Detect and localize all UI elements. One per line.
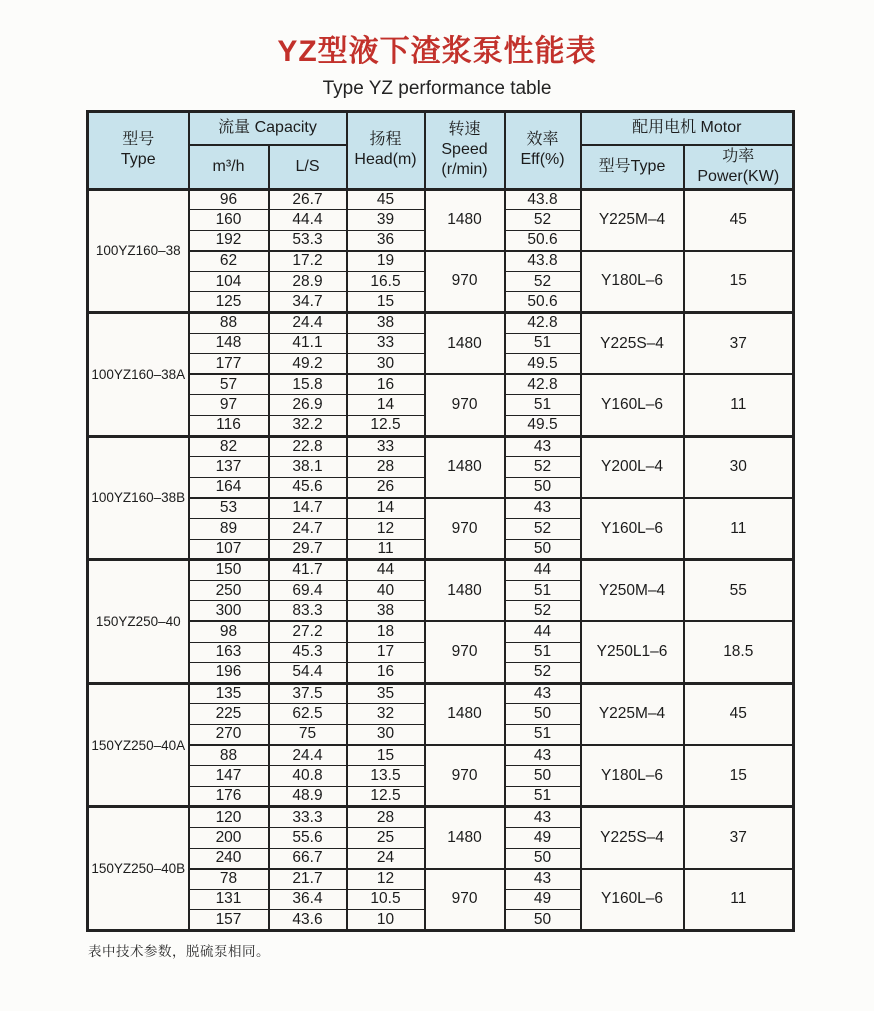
capacity-m3h-cell: 196	[189, 663, 269, 684]
head-cell: 11	[347, 539, 425, 560]
eff-cell: 51	[505, 395, 581, 416]
motor-power-cell: 11	[684, 498, 794, 560]
motor-power-cell: 15	[684, 745, 794, 807]
motor-power-cell: 30	[684, 436, 794, 498]
motor-power-cell: 55	[684, 560, 794, 622]
eff-cell: 50	[505, 477, 581, 498]
motor-type-cell: Y160L–6	[581, 374, 684, 436]
eff-cell: 49	[505, 827, 581, 848]
capacity-ls-cell: 41.7	[269, 560, 347, 581]
eff-cell: 50.6	[505, 292, 581, 313]
capacity-m3h-cell: 135	[189, 683, 269, 704]
capacity-m3h-cell: 131	[189, 889, 269, 910]
eff-cell: 43	[505, 807, 581, 828]
motor-type-cell: Y250L1–6	[581, 621, 684, 683]
capacity-ls-cell: 29.7	[269, 539, 347, 560]
capacity-m3h-cell: 88	[189, 313, 269, 334]
capacity-ls-cell: 38.1	[269, 457, 347, 478]
header-capacity-ls: L/S	[269, 145, 347, 190]
head-cell: 44	[347, 560, 425, 581]
head-cell: 16	[347, 374, 425, 395]
capacity-ls-cell: 33.3	[269, 807, 347, 828]
eff-cell: 50	[505, 704, 581, 725]
capacity-ls-cell: 66.7	[269, 848, 347, 869]
eff-cell: 42.8	[505, 313, 581, 334]
capacity-m3h-cell: 78	[189, 869, 269, 890]
capacity-m3h-cell: 163	[189, 642, 269, 663]
capacity-ls-cell: 24.7	[269, 519, 347, 540]
header-speed-en: Speed	[441, 141, 488, 159]
eff-cell: 50	[505, 910, 581, 931]
capacity-m3h-cell: 225	[189, 704, 269, 725]
head-cell: 19	[347, 251, 425, 272]
capacity-m3h-cell: 96	[189, 189, 269, 210]
capacity-m3h-cell: 250	[189, 580, 269, 601]
eff-cell: 42.8	[505, 374, 581, 395]
capacity-ls-cell: 44.4	[269, 210, 347, 231]
eff-cell: 52	[505, 663, 581, 684]
head-cell: 10.5	[347, 889, 425, 910]
motor-power-cell: 45	[684, 189, 794, 251]
header-speed	[425, 112, 505, 190]
motor-power-cell: 45	[684, 683, 794, 745]
head-cell: 39	[347, 210, 425, 231]
capacity-m3h-cell: 164	[189, 477, 269, 498]
table-row	[88, 374, 794, 395]
head-cell: 36	[347, 230, 425, 251]
motor-type-cell: Y160L–6	[581, 869, 684, 931]
table-row	[88, 621, 794, 642]
head-cell: 12.5	[347, 786, 425, 807]
head-cell: 16.5	[347, 271, 425, 292]
capacity-m3h-cell: 125	[189, 292, 269, 313]
eff-cell: 51	[505, 786, 581, 807]
eff-cell: 51	[505, 580, 581, 601]
capacity-ls-cell: 62.5	[269, 704, 347, 725]
speed-cell: 1480	[425, 313, 505, 375]
head-cell: 10	[347, 910, 425, 931]
capacity-ls-cell: 55.6	[269, 827, 347, 848]
table-row	[88, 498, 794, 519]
eff-cell: 50.6	[505, 230, 581, 251]
speed-cell: 970	[425, 621, 505, 683]
table-body	[88, 189, 794, 930]
motor-type-cell: Y180L–6	[581, 251, 684, 313]
capacity-m3h-cell: 116	[189, 416, 269, 437]
capacity-ls-cell: 34.7	[269, 292, 347, 313]
capacity-ls-cell: 37.5	[269, 683, 347, 704]
header-model-en: Type	[120, 151, 156, 169]
header-capacity: 流量 Capacity	[189, 112, 347, 145]
head-cell: 30	[347, 724, 425, 745]
head-cell: 45	[347, 189, 425, 210]
model-cell: 100YZ160–38B	[88, 436, 189, 560]
header-model-zh: 型号	[122, 131, 155, 149]
motor-power-cell: 18.5	[684, 621, 794, 683]
head-cell: 28	[347, 457, 425, 478]
header-eff-en: Eff(%)	[520, 151, 565, 169]
header-motor-type: 型号Type	[581, 145, 684, 190]
eff-cell: 52	[505, 457, 581, 478]
head-cell: 25	[347, 827, 425, 848]
capacity-ls-cell: 83.3	[269, 601, 347, 622]
capacity-m3h-cell: 270	[189, 724, 269, 745]
speed-cell: 970	[425, 251, 505, 313]
capacity-m3h-cell: 107	[189, 539, 269, 560]
capacity-m3h-cell: 57	[189, 374, 269, 395]
capacity-ls-cell: 69.4	[269, 580, 347, 601]
speed-cell: 1480	[425, 560, 505, 622]
head-cell: 14	[347, 498, 425, 519]
head-cell: 17	[347, 642, 425, 663]
head-cell: 15	[347, 292, 425, 313]
capacity-ls-cell: 24.4	[269, 745, 347, 766]
eff-cell: 43	[505, 498, 581, 519]
capacity-m3h-cell: 192	[189, 230, 269, 251]
capacity-ls-cell: 40.8	[269, 766, 347, 787]
table-row	[88, 807, 794, 828]
table-row	[88, 313, 794, 334]
capacity-m3h-cell: 240	[189, 848, 269, 869]
motor-type-cell: Y225M–4	[581, 189, 684, 251]
table-row	[88, 745, 794, 766]
page-subtitle: Type YZ performance table	[322, 78, 552, 99]
model-cell: 150YZ250–40B	[88, 807, 189, 931]
capacity-m3h-cell: 177	[189, 354, 269, 375]
capacity-ls-cell: 24.4	[269, 313, 347, 334]
capacity-ls-cell: 54.4	[269, 663, 347, 684]
motor-type-cell: Y200L–4	[581, 436, 684, 498]
capacity-m3h-cell: 176	[189, 786, 269, 807]
speed-cell: 970	[425, 869, 505, 931]
table-row	[88, 683, 794, 704]
eff-cell: 49.5	[505, 416, 581, 437]
model-cell: 150YZ250–40A	[88, 683, 189, 807]
capacity-m3h-cell: 97	[189, 395, 269, 416]
capacity-m3h-cell: 120	[189, 807, 269, 828]
capacity-m3h-cell: 157	[189, 910, 269, 931]
capacity-ls-cell: 43.6	[269, 910, 347, 931]
speed-cell: 1480	[425, 436, 505, 498]
capacity-ls-cell: 27.2	[269, 621, 347, 642]
capacity-m3h-cell: 89	[189, 519, 269, 540]
capacity-ls-cell: 45.3	[269, 642, 347, 663]
capacity-m3h-cell: 53	[189, 498, 269, 519]
capacity-ls-cell: 36.4	[269, 889, 347, 910]
eff-cell: 44	[505, 560, 581, 581]
eff-cell: 52	[505, 519, 581, 540]
eff-cell: 51	[505, 642, 581, 663]
capacity-ls-cell: 49.2	[269, 354, 347, 375]
eff-cell: 43.8	[505, 251, 581, 272]
capacity-ls-cell: 32.2	[269, 416, 347, 437]
header-eff-zh: 效率	[526, 131, 559, 149]
head-cell: 13.5	[347, 766, 425, 787]
motor-type-cell: Y250M–4	[581, 560, 684, 622]
head-cell: 18	[347, 621, 425, 642]
eff-cell: 43	[505, 745, 581, 766]
head-cell: 26	[347, 477, 425, 498]
eff-cell: 52	[505, 210, 581, 231]
motor-power-cell: 15	[684, 251, 794, 313]
model-cell: 100YZ160–38	[88, 189, 189, 313]
performance-table	[86, 110, 795, 932]
model-cell: 150YZ250–40	[88, 560, 189, 684]
head-cell: 24	[347, 848, 425, 869]
eff-cell: 49.5	[505, 354, 581, 375]
capacity-ls-cell: 26.9	[269, 395, 347, 416]
capacity-ls-cell: 41.1	[269, 333, 347, 354]
header-eff	[505, 112, 581, 190]
motor-type-cell: Y180L–6	[581, 745, 684, 807]
table-row	[88, 436, 794, 457]
head-cell: 38	[347, 313, 425, 334]
page-title: YZ型液下渣浆泵性能表	[277, 35, 597, 68]
eff-cell: 43	[505, 869, 581, 890]
eff-cell: 50	[505, 766, 581, 787]
eff-cell: 52	[505, 271, 581, 292]
motor-type-cell: Y160L–6	[581, 498, 684, 560]
table-row	[88, 560, 794, 581]
head-cell: 12	[347, 519, 425, 540]
table-row	[88, 251, 794, 272]
header-model	[88, 112, 189, 190]
speed-cell: 970	[425, 498, 505, 560]
capacity-m3h-cell: 104	[189, 271, 269, 292]
capacity-m3h-cell: 88	[189, 745, 269, 766]
header-motor-power: 功率Power(KW)	[684, 145, 794, 190]
header-motor: 配用电机 Motor	[581, 112, 794, 145]
motor-power-cell: 37	[684, 807, 794, 869]
capacity-m3h-cell: 147	[189, 766, 269, 787]
capacity-ls-cell: 21.7	[269, 869, 347, 890]
footnote: 表中技术参数，脱硫泵相同。	[88, 943, 270, 959]
head-cell: 14	[347, 395, 425, 416]
capacity-m3h-cell: 160	[189, 210, 269, 231]
head-cell: 33	[347, 436, 425, 457]
head-cell: 35	[347, 683, 425, 704]
motor-type-cell: Y225M–4	[581, 683, 684, 745]
speed-cell: 1480	[425, 807, 505, 869]
motor-power-cell: 11	[684, 374, 794, 436]
speed-cell: 1480	[425, 683, 505, 745]
capacity-m3h-cell: 82	[189, 436, 269, 457]
header-capacity-m3h: m³/h	[189, 145, 269, 190]
capacity-m3h-cell: 200	[189, 827, 269, 848]
table-row	[88, 869, 794, 890]
motor-power-cell: 37	[684, 313, 794, 375]
eff-cell: 51	[505, 724, 581, 745]
head-cell: 12	[347, 869, 425, 890]
head-cell: 40	[347, 580, 425, 601]
table-header	[88, 112, 794, 190]
header-speed-unit: (r/min)	[441, 161, 488, 179]
capacity-m3h-cell: 98	[189, 621, 269, 642]
table-row	[88, 189, 794, 210]
speed-cell: 970	[425, 374, 505, 436]
capacity-ls-cell: 53.3	[269, 230, 347, 251]
eff-cell: 44	[505, 621, 581, 642]
capacity-ls-cell: 45.6	[269, 477, 347, 498]
header-speed-zh: 转速	[448, 121, 481, 139]
head-cell: 38	[347, 601, 425, 622]
eff-cell: 50	[505, 848, 581, 869]
head-cell: 15	[347, 745, 425, 766]
head-cell: 32	[347, 704, 425, 725]
capacity-ls-cell: 17.2	[269, 251, 347, 272]
capacity-ls-cell: 75	[269, 724, 347, 745]
capacity-ls-cell: 15.8	[269, 374, 347, 395]
capacity-m3h-cell: 150	[189, 560, 269, 581]
capacity-m3h-cell: 62	[189, 251, 269, 272]
eff-cell: 49	[505, 889, 581, 910]
motor-type-cell: Y225S–4	[581, 807, 684, 869]
motor-power-cell: 11	[684, 869, 794, 931]
motor-type-cell: Y225S–4	[581, 313, 684, 375]
eff-cell: 43.8	[505, 189, 581, 210]
eff-cell: 43	[505, 436, 581, 457]
header-head-zh: 扬程	[369, 131, 402, 149]
head-cell: 30	[347, 354, 425, 375]
capacity-ls-cell: 28.9	[269, 271, 347, 292]
eff-cell: 50	[505, 539, 581, 560]
model-cell: 100YZ160–38A	[88, 313, 189, 437]
capacity-ls-cell: 14.7	[269, 498, 347, 519]
capacity-m3h-cell: 148	[189, 333, 269, 354]
header-head	[347, 112, 425, 190]
capacity-m3h-cell: 137	[189, 457, 269, 478]
eff-cell: 52	[505, 601, 581, 622]
eff-cell: 51	[505, 333, 581, 354]
speed-cell: 1480	[425, 189, 505, 251]
capacity-m3h-cell: 300	[189, 601, 269, 622]
head-cell: 16	[347, 663, 425, 684]
capacity-ls-cell: 22.8	[269, 436, 347, 457]
capacity-ls-cell: 48.9	[269, 786, 347, 807]
capacity-ls-cell: 26.7	[269, 189, 347, 210]
head-cell: 28	[347, 807, 425, 828]
header-head-en: Head(m)	[354, 151, 417, 169]
head-cell: 33	[347, 333, 425, 354]
head-cell: 12.5	[347, 416, 425, 437]
speed-cell: 970	[425, 745, 505, 807]
eff-cell: 43	[505, 683, 581, 704]
